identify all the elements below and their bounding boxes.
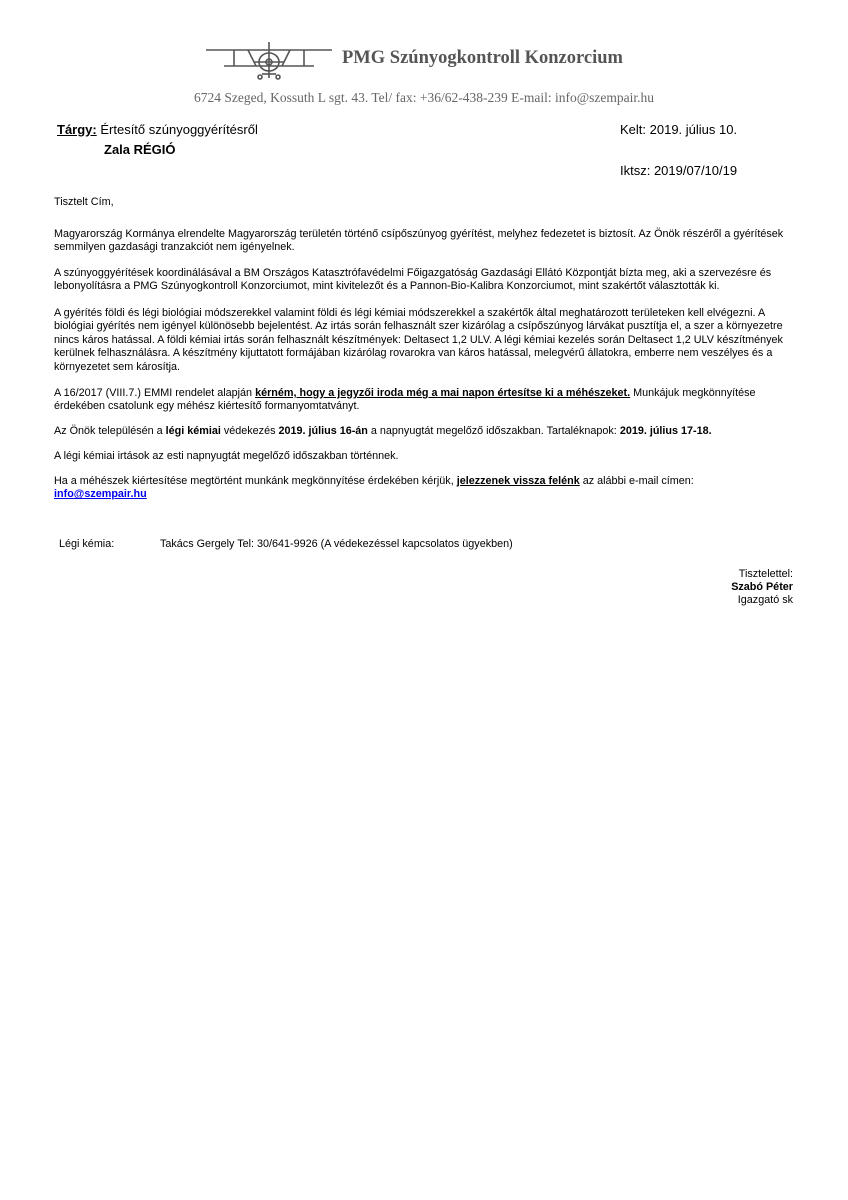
emphasis-request: kérném, hogy a jegyzői iroda még a mai napon értesítse ki a méhészeket. bbox=[255, 387, 631, 399]
paragraph-beekeeper-notice bbox=[54, 387, 794, 414]
subject-line bbox=[57, 122, 258, 137]
text-run: A 16/2017 (VIII.7.) EMMI rendelet alapján bbox=[54, 387, 256, 399]
paragraph-methods bbox=[54, 307, 794, 374]
subject-text: Értesítő szúnyoggyérítésről bbox=[96, 122, 258, 137]
paragraph-schedule bbox=[54, 425, 794, 438]
region-title: Zala RÉGIÓ bbox=[104, 142, 176, 157]
paragraph-text bbox=[54, 475, 794, 502]
signature-name: Szabó Péter bbox=[731, 581, 793, 593]
paragraph-government-order bbox=[54, 228, 794, 255]
biplane-icon bbox=[204, 38, 334, 80]
salutation: Tisztelt Cím, bbox=[54, 196, 114, 208]
contact-details: Takács Gergely Tel: 30/641-9926 (A védekezéssel kapcsolatos ügyekben) bbox=[160, 538, 513, 550]
letterhead bbox=[0, 0, 848, 110]
paragraph-text bbox=[54, 387, 794, 414]
text-run: a napnyugtát megelőző időszakban. Tartaléknapok: bbox=[367, 425, 620, 437]
emphasis-feedback: jelezzenek vissza felénk bbox=[456, 475, 580, 487]
text-run: Az Önök településén a bbox=[54, 425, 166, 437]
text-run: védekezés bbox=[220, 425, 279, 437]
paragraph-text: A szúnyoggyérítések koordinálásával a BM Országos Katasztrófavédelmi Főigazgatóság Gazdasági Ellátó Központját bízta meg, aki a szervezésre és lebonyolításra a PMG Szúnyogkontroll Konzorciumot, mint kivitelezőt és a Pannon-Bio-Kalibra Konzorciumot, mint szakértőt választották ki. bbox=[54, 267, 772, 293]
paragraph-coordination bbox=[54, 267, 794, 294]
paragraph-text: A légi kémiai irtások az esti napnyugtát megelőző időszakban történnek. bbox=[54, 450, 399, 462]
text-run: Ha a méhészek kiértesítése megtörtént munkánk megkönnyítése érdekében kérjük, bbox=[54, 475, 457, 487]
paragraph-timing bbox=[54, 450, 794, 463]
paragraph-text bbox=[54, 425, 794, 438]
organization-name: PMG Szúnyogkontroll Konzorcium bbox=[342, 48, 623, 68]
signature-greeting: Tisztelettel: bbox=[738, 568, 793, 580]
letter-date: Kelt: 2019. július 10. bbox=[620, 122, 738, 137]
paragraph-text: A gyérítés földi és légi biológiai módszerekkel valamint földi és légi kémiai módszerekkel a szakértők által meghatározott területeken kell elvégezni. A biológiai gyérítés nem igényel különösebb bejelentést. Az irtás során felhasznált szer kizárólag a csípőszúnyog lárvákat pusztítja el, a szer a környezetre nincs káros hatással. A földi kémiai irtás során felhasznált készítmények: Deltasect 1,2 ULV. A légi kémiai kezelés során Deltasect 1,2 ULV készítmények kerülnek felhasználásra. A készítmény kijuttatott formájában kizárólag rovarokra van káros hatással, melegvérű állatokra, emberre nem veszélyes és a környezetet sem károsítja. bbox=[54, 307, 783, 373]
emphasis-date: 2019. július 16-án bbox=[278, 425, 368, 437]
text-run: Munkájuk megkönnyítése érdekében csatolunk egy méhész kiértesítő formanyomtatványt. bbox=[54, 387, 756, 413]
emphasis-method: légi kémiai bbox=[165, 425, 221, 437]
emphasis-reserve-dates: 2019. július 17-18. bbox=[619, 425, 712, 437]
organization-address: 6724 Szeged, Kossuth L sgt. 43. Tel/ fax: +36/62-438-239 E-mail: info@szempair.hu bbox=[193, 90, 655, 105]
subject-label: Tárgy: bbox=[57, 122, 97, 137]
paragraph-feedback bbox=[54, 475, 794, 502]
reference-number: Iktsz: 2019/07/10/19 bbox=[620, 163, 738, 178]
paragraph-text: Magyarország Kormánya elrendelte Magyarország területén történő csípőszúnyog gyérítést, melyhez fedezetet is biztosít. Az Önök részéről a gyérítések semmilyen gazdasági tranzakciót nem igényelnek. bbox=[54, 228, 784, 254]
contact-label: Légi kémia: bbox=[59, 538, 115, 550]
email-link[interactable]: info@szempair.hu bbox=[54, 488, 147, 501]
text-run: az alábbi e-mail címen: bbox=[579, 475, 694, 487]
signature-title: Igazgató sk bbox=[737, 594, 793, 606]
